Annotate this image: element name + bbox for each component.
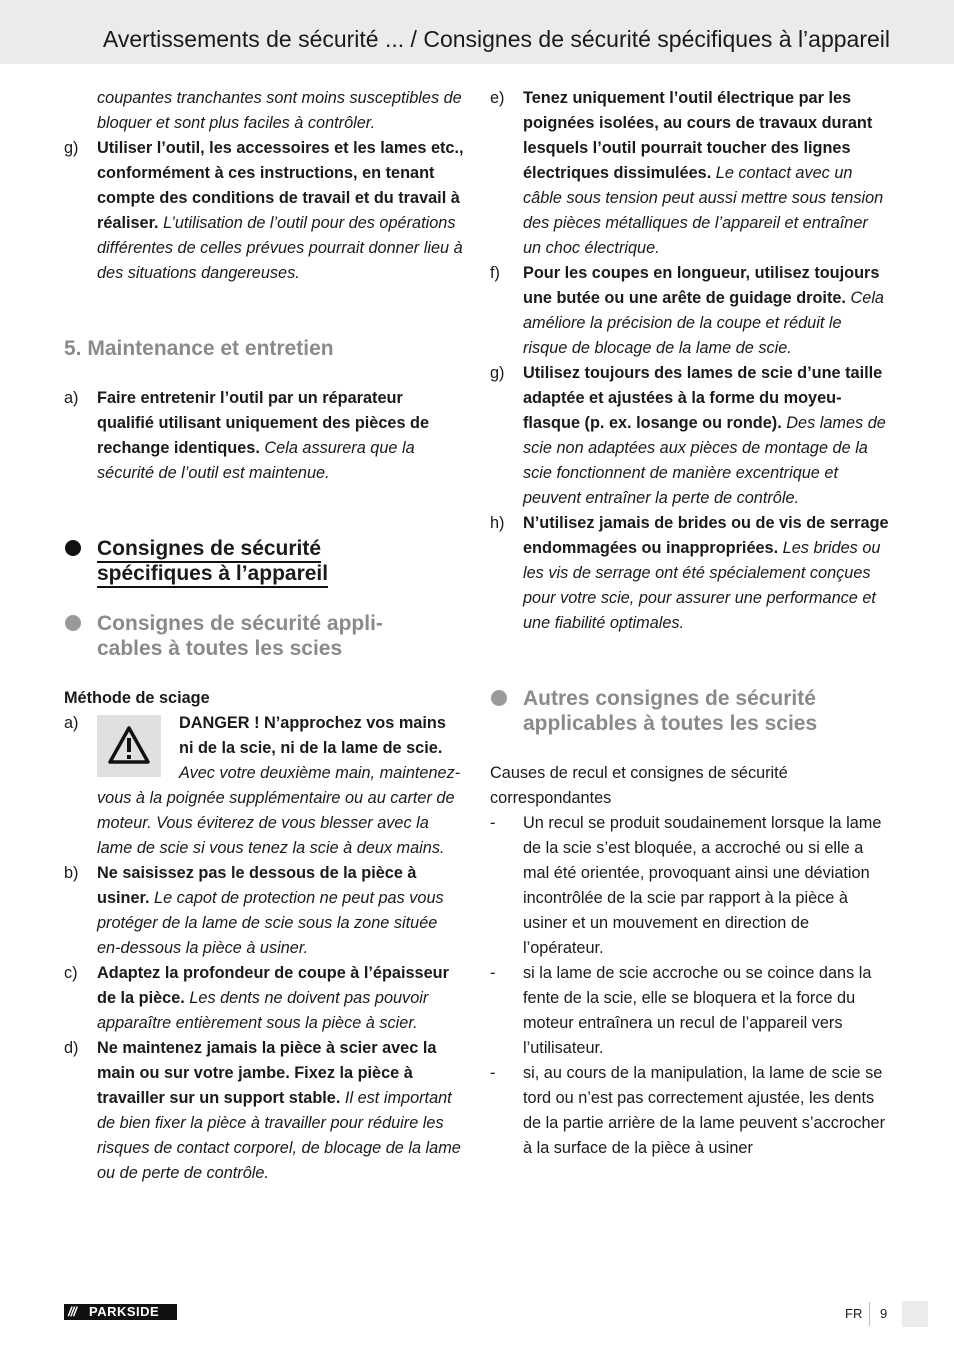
footer-tab-marker <box>902 1301 928 1327</box>
dash-marker: - <box>490 1064 496 1082</box>
item-marker: d) <box>64 1039 79 1057</box>
subheading-methode: Méthode de sciage <box>64 689 210 707</box>
item-marker: e) <box>490 89 505 107</box>
page-number: 9 <box>880 1306 888 1321</box>
dash-item-2: - si la lame de scie accroche ou se coince dans la fente de la scie, elle se bloquera et la force du moteur entraînera un recul de l’appareil vers l’utilisateur. <box>490 961 890 1061</box>
language-code: FR <box>845 1306 863 1321</box>
dash-marker: - <box>490 964 496 982</box>
heading-autres-consignes: Autres consignes de sécurité applicables à toutes les scies <box>490 686 890 736</box>
footer-divider <box>869 1302 870 1326</box>
list-item-g: g) Utiliser l’outil, les accessoires et les lames etc., conformément à ces instructions, en tenant compte des conditions de travail et du travail à réaliser. L’utilisation de l’outil pour des opérations différentes de celles prévues pourrait donner lieu à des situations dangereuses. <box>64 136 464 286</box>
list-item-maint-a: a) Faire entretenir l’outil par un réparateur qualifié utilisant uniquement des pièces de rechange identiques. Cela assurera que la sécurité de l’outil est maintenue. <box>64 386 464 486</box>
list-item-f: f) Pour les coupes en longueur, utilisez toujours une butée ou une arête de guidage droite. Cela améliore la précision de la coupe et réduit le risque de blocage de la lame de scie. <box>490 261 890 361</box>
item-marker: g) <box>490 364 505 382</box>
list-item-b: b) Ne saisissez pas le dessous de la pièce à usiner. Le capot de protection ne peut pas vous protéger de la lame de scie sous la zone située en-dessous la pièce à usiner. <box>64 861 464 961</box>
item-marker: a) <box>64 389 79 407</box>
heading-consignes-applicables: Consignes de sécurité appli- cables à toutes les scies <box>64 611 464 661</box>
list-item-a: a) DANGER ! N’approchez vos mains ni de la scie, ni de la lame de scie. Avec votre deuxième main, maintenez-vous à la poignée supplémentaire ou au carter de moteur. Vous éviterez de vous blesser avec la lame de scie si vous tenez la scie à deux mains. <box>64 711 464 861</box>
page-title: Avertissements de sécurité ... / Consignes de sécurité spécifiques à l’appareil <box>102 26 890 52</box>
item-marker: b) <box>64 864 79 882</box>
warning-triangle-icon <box>97 715 161 777</box>
list-item-c: c) Adaptez la profondeur de coupe à l’épaisseur de la pièce. Les dents ne doivent pas pouvoir apparaître entièrement sous la pièce à scier. <box>64 961 464 1036</box>
dash-marker: - <box>490 814 496 832</box>
right-column <box>490 86 890 1161</box>
item-marker: c) <box>64 964 78 982</box>
section-title-maintenance: 5. Maintenance et entretien <box>64 337 334 360</box>
intro-text: coupantes tranchantes sont moins susceptibles de bloquer et sont plus faciles à contrôler. <box>97 89 462 132</box>
bullet-icon <box>491 690 507 706</box>
item-marker: h) <box>490 514 505 532</box>
bullet-icon <box>65 540 81 556</box>
left-column <box>64 86 464 1186</box>
list-item-h: h) N’utilisez jamais de brides ou de vis de serrage endommagées ou inappropriées. Les brides ou les vis de serrage ont été spécialement conçues pour votre scie, pour assurer une performance et une fiabilité optimales. <box>490 511 890 636</box>
item-marker: a) <box>64 714 79 732</box>
dash-item-1: - Un recul se produit soudainement lorsque la lame de la scie s’est bloquée, a accroché ou si elle a mal été orientée, provoquant ainsi une déviation incontrôlée de la scie par rapport à la pièce à usiner et un mouvement en direction de l’opérateur. <box>490 811 890 961</box>
page-header <box>0 0 954 64</box>
parkside-logo: /// PARKSIDE <box>64 1304 177 1320</box>
list-item-g-right: g) Utilisez toujours des lames de scie d’une taille adaptée et ajustées à la forme du moyeu-flasque (p. ex. losange ou ronde). Des lames de scie non adaptées aux pièces de montage de la scie fonctionnent de manière excentrique et peuvent entraîner la perte de contrôle. <box>490 361 890 511</box>
item-marker: g) <box>64 139 79 157</box>
heading-consignes-specifiques: Consignes de sécurité spécifiques à l’appareil <box>64 536 464 586</box>
list-item-e: e) Tenez uniquement l’outil électrique par les poignées isolées, au cours de travaux durant lesquels l’outil pourrait toucher des lignes électriques dissimulées. Le contact avec un câble sous tension peut aussi mettre sous tension des pièces métalliques de l’appareil et entraîner un choc électrique. <box>490 86 890 261</box>
dash-item-3: - si, au cours de la manipulation, la lame de scie se tord ou n’est pas correctement ajustée, les dents de la partie arrière de la lame peuvent s’accrocher à la surface de la pièce à usiner <box>490 1061 890 1161</box>
item-marker: f) <box>490 264 500 282</box>
list-item-d: d) Ne maintenez jamais la pièce à scier avec la main ou sur votre jambe. Fixez la pièce à travailler sur un support stable. Il est important de bien fixer la pièce à travailler pour réduire les risques de contact corporel, de blocage de la lame ou de perte de contrôle. <box>64 1036 464 1186</box>
bullet-icon <box>65 615 81 631</box>
causes-intro: Causes de recul et consignes de sécurité correspondantes <box>490 764 788 807</box>
